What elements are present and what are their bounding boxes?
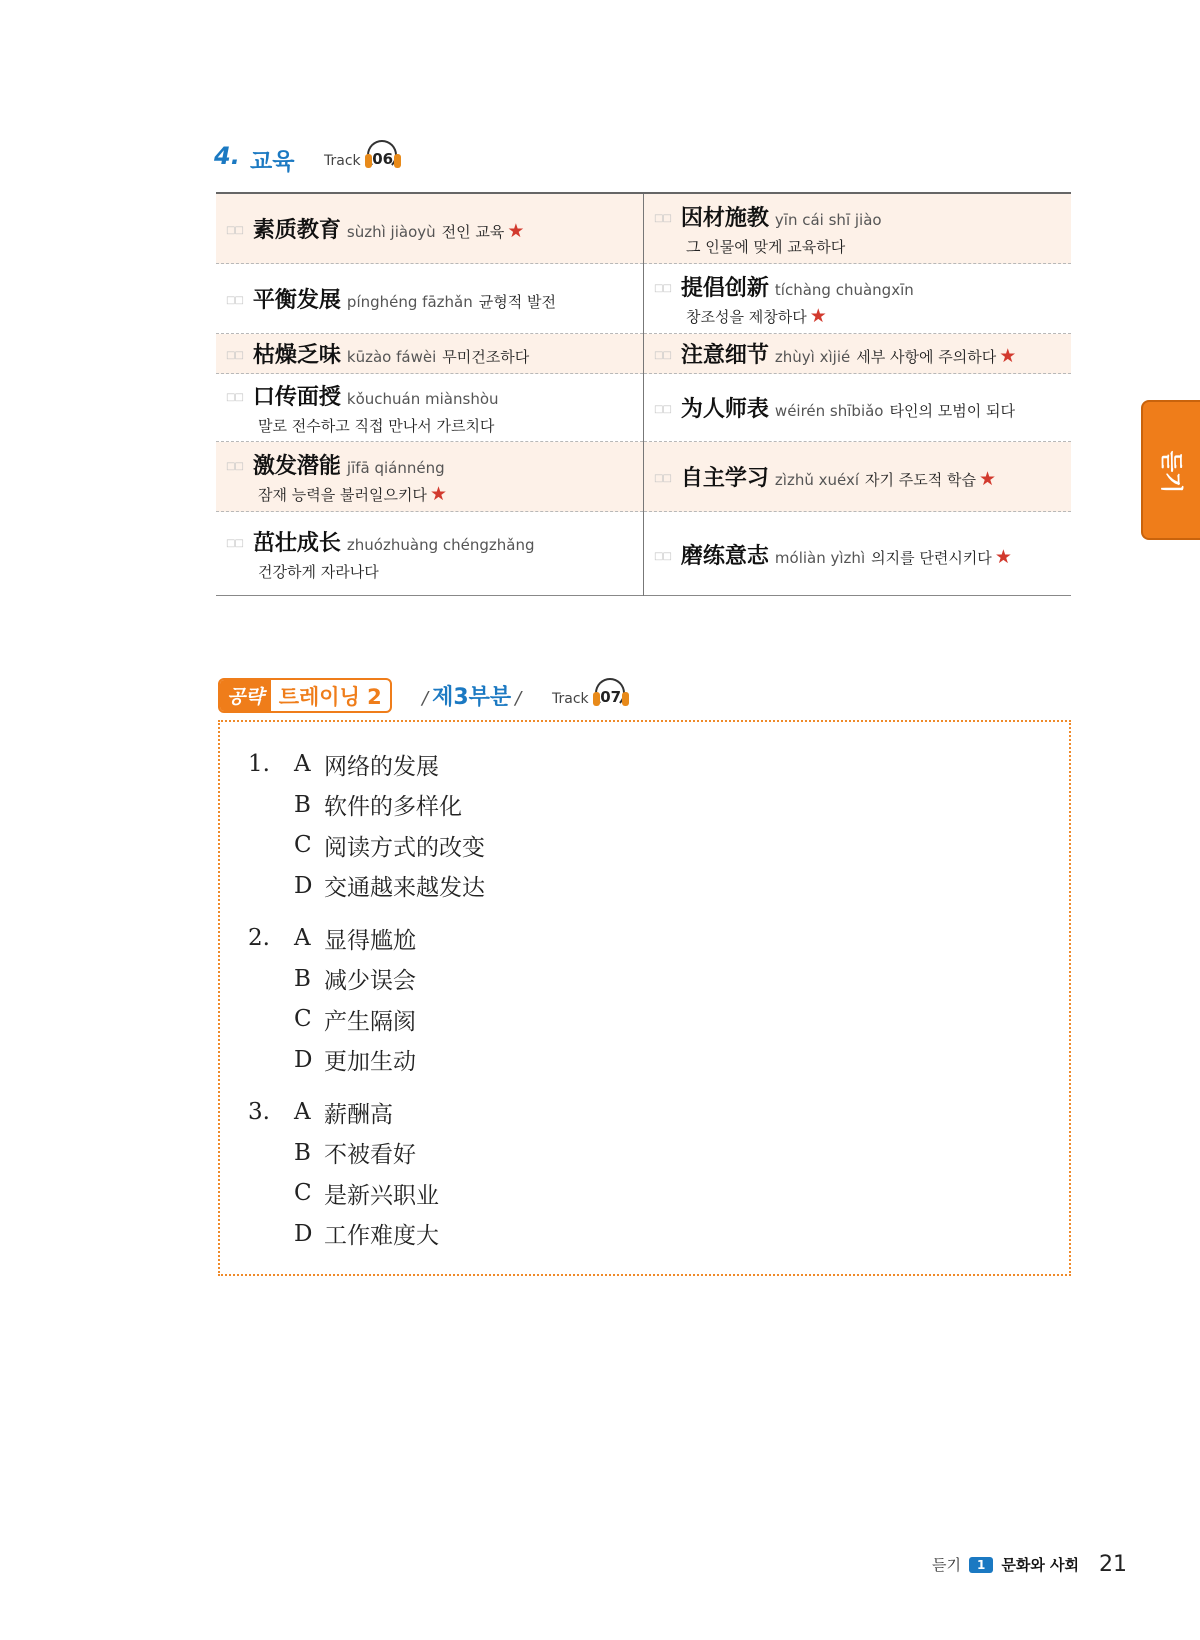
vocab-item xyxy=(644,512,1071,596)
vocab-line xyxy=(226,449,643,480)
vocab-item xyxy=(216,374,643,442)
headphones-icon xyxy=(364,138,402,172)
vocab-pinyin: móliàn yìzhì xyxy=(774,548,866,567)
star-icon: ★ xyxy=(507,220,525,242)
checkbox-icon[interactable]: □□ xyxy=(654,404,671,415)
vocab-item xyxy=(216,194,643,264)
answer-option[interactable] xyxy=(248,1173,485,1214)
vocab-item xyxy=(644,442,1071,512)
vocab-meaning-text: 창조성을 제창하다 xyxy=(686,307,807,326)
vocab-meaning: 전인 교육 xyxy=(441,223,505,241)
vocab-pinyin: jīfā qiánnéng xyxy=(346,458,445,477)
section-number: 4. xyxy=(214,142,240,170)
vocab-meaning-text: 그 인물에 맞게 교육하다 xyxy=(686,237,846,256)
footer-section: 듣기 xyxy=(932,1556,961,1574)
part-title: / 제3부분 / xyxy=(422,685,522,710)
track-number: 06 xyxy=(372,150,394,168)
option-letter: B xyxy=(294,1139,311,1166)
vocab-hanzi: 口传面授 xyxy=(252,384,341,410)
vocab-item xyxy=(644,334,1071,374)
page-footer xyxy=(932,1552,1127,1577)
vocab-pinyin: zhùyì xìjié xyxy=(774,348,851,366)
vocab-hanzi: 提倡创新 xyxy=(680,275,769,301)
vocab-pinyin: wéirén shībiǎo xyxy=(774,402,884,420)
vocab-meaning: 세부 사항에 주의하다 xyxy=(856,348,997,366)
section-title: 교육 xyxy=(250,149,295,175)
checkbox-icon[interactable]: □□ xyxy=(226,538,243,549)
vocab-item xyxy=(644,264,1071,334)
checkbox-icon[interactable]: □□ xyxy=(226,225,243,236)
vocab-hanzi: 茁壮成长 xyxy=(252,531,341,556)
vocab-meaning: 의지를 단련시키다 xyxy=(871,548,992,567)
question-list xyxy=(248,744,485,1266)
vocab-hanzi: 自主学习 xyxy=(680,466,769,491)
question xyxy=(248,918,485,1080)
star-icon: ★ xyxy=(978,468,997,490)
vocab-item xyxy=(216,264,643,334)
answer-option[interactable] xyxy=(248,918,485,959)
question-number: 3. xyxy=(248,1099,270,1126)
question xyxy=(248,744,485,906)
vocab-table xyxy=(216,192,1071,596)
vocab-line xyxy=(654,338,1071,369)
answer-option[interactable] xyxy=(248,785,485,826)
answer-option[interactable] xyxy=(248,1040,485,1081)
vocab-line xyxy=(226,283,643,314)
answer-option[interactable] xyxy=(248,999,485,1040)
star-icon: ★ xyxy=(429,482,447,505)
page-number: 21 xyxy=(1099,1552,1128,1577)
option-text: 薪酬高 xyxy=(324,1101,393,1128)
headphones-icon xyxy=(592,676,630,710)
vocab-item xyxy=(644,374,1071,442)
vocab-hanzi: 素质教育 xyxy=(252,218,341,243)
vocab-pinyin: kūzào fáwèi xyxy=(346,348,437,366)
vocab-pinyin: zhuózhuàng chéngzhǎng xyxy=(346,536,535,554)
vocab-line xyxy=(226,380,643,411)
checkbox-icon[interactable]: □□ xyxy=(654,212,671,224)
vocab-hanzi: 激发潜能 xyxy=(252,453,341,479)
side-tab[interactable] xyxy=(1141,400,1200,540)
option-letter: A xyxy=(294,751,311,778)
vocab-hanzi: 磨练意志 xyxy=(680,543,769,569)
vocab-item xyxy=(216,334,643,374)
track-number: 07 xyxy=(600,688,622,706)
vocab-meaning xyxy=(686,236,1071,257)
vocab-line xyxy=(654,271,1071,302)
vocab-meaning: 자기 주도적 학습 xyxy=(865,471,976,489)
option-text: 更加生动 xyxy=(324,1049,416,1076)
vocab-line xyxy=(654,392,1071,423)
vocab-meaning xyxy=(258,415,643,436)
option-text: 产生隔阂 xyxy=(324,1008,416,1035)
training-badge-label: 공략 xyxy=(220,680,271,711)
vocab-pinyin: tíchàng chuàngxīn xyxy=(774,280,914,299)
star-icon: ★ xyxy=(999,345,1017,367)
vocab-pinyin: kǒuchuán miànshòu xyxy=(346,389,499,408)
option-text: 减少误会 xyxy=(324,968,416,995)
question xyxy=(248,1092,485,1254)
option-text: 显得尴尬 xyxy=(324,927,416,954)
vocab-meaning xyxy=(258,484,643,505)
option-letter: D xyxy=(294,872,313,899)
vocab-line xyxy=(226,526,643,557)
vocab-meaning-text: 건강하게 자라나다 xyxy=(258,563,379,581)
answer-option[interactable] xyxy=(248,1092,485,1133)
vocab-hanzi: 注意细节 xyxy=(680,343,769,368)
vocab-item xyxy=(216,512,643,596)
checkbox-icon[interactable]: □□ xyxy=(226,295,243,306)
vocab-line xyxy=(654,201,1071,232)
vocab-meaning xyxy=(258,561,643,582)
vocab-hanzi: 枯燥乏味 xyxy=(252,343,341,368)
option-text: 工作难度大 xyxy=(324,1223,439,1250)
checkbox-icon[interactable]: □□ xyxy=(226,391,243,403)
checkbox-icon[interactable]: □□ xyxy=(654,550,671,562)
option-text: 软件的多样化 xyxy=(324,794,462,821)
star-icon: ★ xyxy=(809,304,827,327)
vocab-line xyxy=(654,461,1071,492)
footer-chapter-badge: 1 xyxy=(969,1557,993,1573)
checkbox-icon[interactable]: □□ xyxy=(654,282,671,294)
vocab-pinyin: sùzhì jiàoyù xyxy=(346,223,436,241)
option-letter: A xyxy=(294,1099,311,1126)
option-letter: C xyxy=(294,1180,312,1207)
training-badge-title: 트레이닝 2 xyxy=(278,684,382,709)
option-letter: B xyxy=(294,965,311,992)
checkbox-icon[interactable]: □□ xyxy=(654,350,671,361)
vocab-line xyxy=(226,338,643,369)
option-text: 阅读方式的改变 xyxy=(324,834,485,861)
vocab-hanzi: 因材施教 xyxy=(680,205,769,231)
star-icon: ★ xyxy=(994,545,1012,568)
track-07[interactable] xyxy=(552,676,630,710)
option-text: 不被看好 xyxy=(324,1142,416,1169)
answer-option[interactable] xyxy=(248,959,485,1000)
option-letter: D xyxy=(294,1220,313,1247)
answer-option[interactable] xyxy=(248,744,485,785)
side-tab-label: 듣기 xyxy=(1157,450,1183,494)
vocab-item xyxy=(644,194,1071,264)
option-text: 交通越来越发达 xyxy=(324,875,485,902)
vocab-meaning xyxy=(686,306,1071,327)
vocab-pinyin: zìzhǔ xuéxí xyxy=(774,471,860,489)
answer-option[interactable] xyxy=(248,825,485,866)
option-letter: A xyxy=(294,925,311,952)
vocab-hanzi: 为人师表 xyxy=(680,397,769,422)
answer-option[interactable] xyxy=(248,1214,485,1255)
vocab-meaning: 타인의 모범이 되다 xyxy=(889,402,1015,420)
checkbox-icon[interactable]: □□ xyxy=(654,473,671,484)
answer-option[interactable] xyxy=(248,866,485,907)
question-number: 1. xyxy=(248,751,270,778)
track-label: Track xyxy=(552,691,589,707)
checkbox-icon[interactable]: □□ xyxy=(226,350,243,361)
vocab-pinyin: yīn cái shī jiào xyxy=(774,210,882,229)
track-06[interactable] xyxy=(324,138,402,172)
answer-option[interactable] xyxy=(248,1133,485,1174)
checkbox-icon[interactable]: □□ xyxy=(226,460,243,472)
vocab-meaning: 균형적 발전 xyxy=(478,293,556,311)
vocab-line xyxy=(654,539,1071,570)
track-label: Track xyxy=(324,153,361,169)
vocab-line xyxy=(226,213,643,244)
option-text: 是新兴职业 xyxy=(324,1182,439,1209)
option-letter: C xyxy=(294,832,312,859)
part-label: 제3부분 xyxy=(432,685,512,710)
footer-chapter-title: 문화와 사회 xyxy=(1001,1556,1080,1574)
vocab-hanzi: 平衡发展 xyxy=(252,288,341,313)
question-box xyxy=(218,720,1071,1276)
vocab-meaning: 무미건조하다 xyxy=(442,348,530,366)
vocab-item xyxy=(216,442,643,512)
option-letter: B xyxy=(294,791,311,818)
training-badge xyxy=(218,678,392,713)
question-number: 2. xyxy=(248,925,270,952)
option-text: 网络的发展 xyxy=(324,753,439,780)
option-letter: D xyxy=(294,1046,313,1073)
option-letter: C xyxy=(294,1006,312,1033)
vocab-pinyin: pínghéng fāzhǎn xyxy=(346,293,473,311)
vocab-column-left xyxy=(216,194,644,596)
vocab-meaning-text: 말로 전수하고 직접 만나서 가르치다 xyxy=(258,416,495,435)
vocab-meaning-text: 잠재 능력을 불러일으키다 xyxy=(258,485,427,504)
